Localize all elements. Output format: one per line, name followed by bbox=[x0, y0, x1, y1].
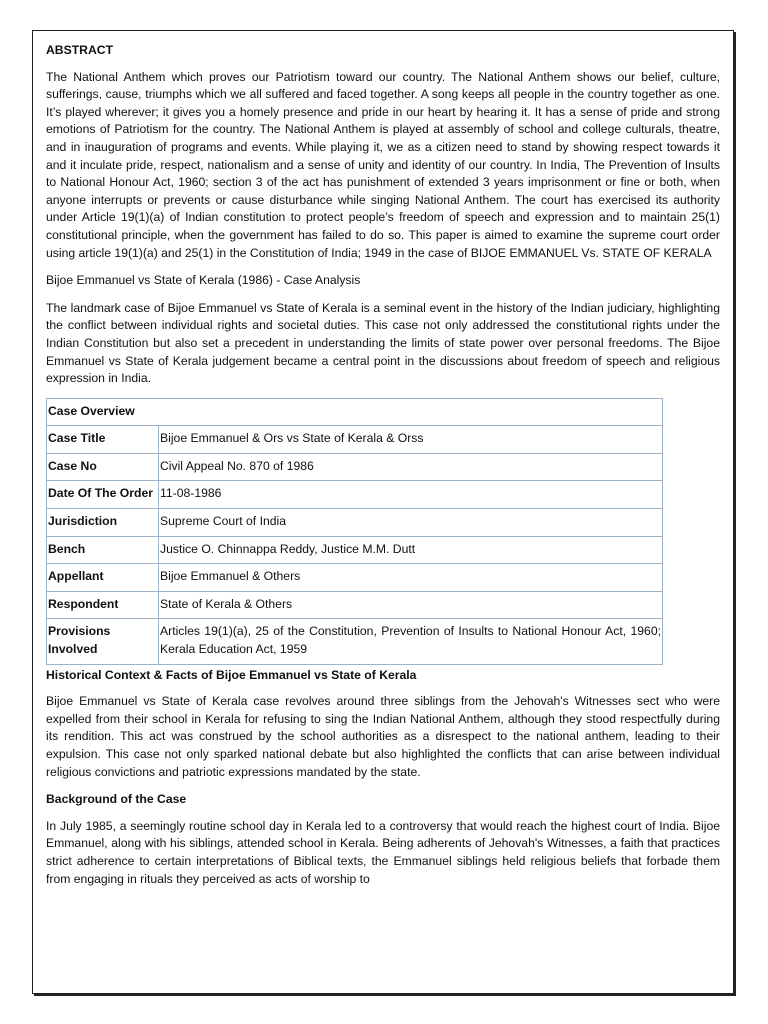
abstract-heading: ABSTRACT bbox=[46, 43, 114, 57]
document-body bbox=[46, 42, 720, 898]
row-label: Respondent bbox=[47, 591, 159, 619]
row-label: Jurisdiction bbox=[47, 509, 159, 537]
background-paragraph: In July 1985, a seemingly routine school day in Kerala led to a controversy that would reach the highest court of India. Bijoe Emmanuel, along with his siblings, attended school in Kerala. Being adherents of Jehovah's Witnesses, a faith that practices strict adherence to certain interpretations of Biblical texts, the Emmanuel siblings held religious beliefs that forbade them from engaging in rituals they perceived as acts of worship to bbox=[46, 818, 720, 886]
row-label: Case Title bbox=[47, 426, 159, 454]
table-row bbox=[47, 509, 663, 537]
row-value: 11-08-1986 bbox=[159, 481, 663, 509]
abstract-paragraph: The National Anthem which proves our Patriotism toward our country. The National Anthem shows our belief, culture, sufferings, cause, triumphs which we all suffered and faced together. A song keeps all people in the country together as one. It’s played wherever; it gives you a homely presence and pride in our heart by hearing it. It has a sense of pride and strong emotions of Patriotism for the country. The National Anthem is played at assembly of school and college culturals, theatre, and in inauguration of programs and events. While playing it, we as a citizen need to stand by showing respect towards it and it inculate pride, respect, nationalism and a sense of unity and identity of our country. In India, The Prevention of Insults to National Honour Act, 1960; section 3 of the act has punishment of extended 3 years imprisonment or fine or both, when anyone interrupts or prevents or cause disturbance while singing National Anthem. The court has exercised its authority under Article 19(1)(a) of Indian constitution to protect people’s freedom of speech and expression and to maintain 25(1) constitutional principle, when the government has failed to do so. This paper is aimed to examine the supreme court order using article 19(1)(a) and 25(1) in the Constitution of India; 1949 in the case of BIJOE EMMANUEL Vs. STATE OF KERALA bbox=[46, 69, 720, 260]
case-overview-title: Case Overview bbox=[47, 398, 663, 426]
table-row bbox=[47, 398, 663, 426]
row-value: Supreme Court of India bbox=[159, 509, 663, 537]
row-value: Bijoe Emmanuel & Ors vs State of Kerala & Orss bbox=[159, 426, 663, 454]
case-overview-table bbox=[46, 398, 663, 665]
case-analysis-heading: Bijoe Emmanuel vs State of Kerala (1986) - Case Analysis bbox=[46, 273, 361, 288]
row-label: Provisions Involved bbox=[47, 619, 159, 664]
table-row bbox=[47, 536, 663, 564]
row-value: Bijoe Emmanuel & Others bbox=[159, 564, 663, 592]
row-value: Articles 19(1)(a), 25 of the Constitution, Prevention of Insults to National Honour Act, 1960; Kerala Education Act, 1959 bbox=[159, 619, 663, 664]
table-row bbox=[47, 564, 663, 592]
table-row bbox=[47, 426, 663, 454]
table-row bbox=[47, 481, 663, 509]
row-value: State of Kerala & Others bbox=[159, 591, 663, 619]
table-row bbox=[47, 591, 663, 619]
row-label: Case No bbox=[47, 453, 159, 481]
table-row bbox=[47, 619, 663, 664]
case-analysis-paragraph: The landmark case of Bijoe Emmanuel vs State of Kerala is a seminal event in the history of the Indian judiciary, highlighting the conflict between individual rights and societal duties. This case not only addressed the constitutional rights under the Indian Constitution but also set a precedent in understanding the limits of state power over personal freedoms. The Bijoe Emmanuel vs State of Kerala judgement became a central point in the discussions about freedom of speech and religious expression in India. bbox=[46, 300, 720, 386]
row-label: Date Of The Order bbox=[47, 481, 159, 509]
table-row bbox=[47, 453, 663, 481]
row-label: Appellant bbox=[47, 564, 159, 592]
row-value: Civil Appeal No. 870 of 1986 bbox=[159, 453, 663, 481]
row-label: Bench bbox=[47, 536, 159, 564]
background-heading: Background of the Case bbox=[46, 792, 187, 807]
row-value: Justice O. Chinnappa Reddy, Justice M.M. Dutt bbox=[159, 536, 663, 564]
historical-context-heading: Historical Context & Facts of Bijoe Emmanuel vs State of Kerala bbox=[46, 667, 417, 682]
historical-context-paragraph: Bijoe Emmanuel vs State of Kerala case revolves around three siblings from the Jehovah's Witnesses sect who were expelled from their school in Kerala for refusing to sing the Indian National Anthem, although they stood respectfully during its rendition. This act was construed by the school authorities as a disrespect to the national anthem, leading to their expulsion. This case not only sparked national debate but also highlighted the conflicts that can arise between individual religious convictions and patriotic expressions mandated by the state. bbox=[46, 694, 720, 779]
